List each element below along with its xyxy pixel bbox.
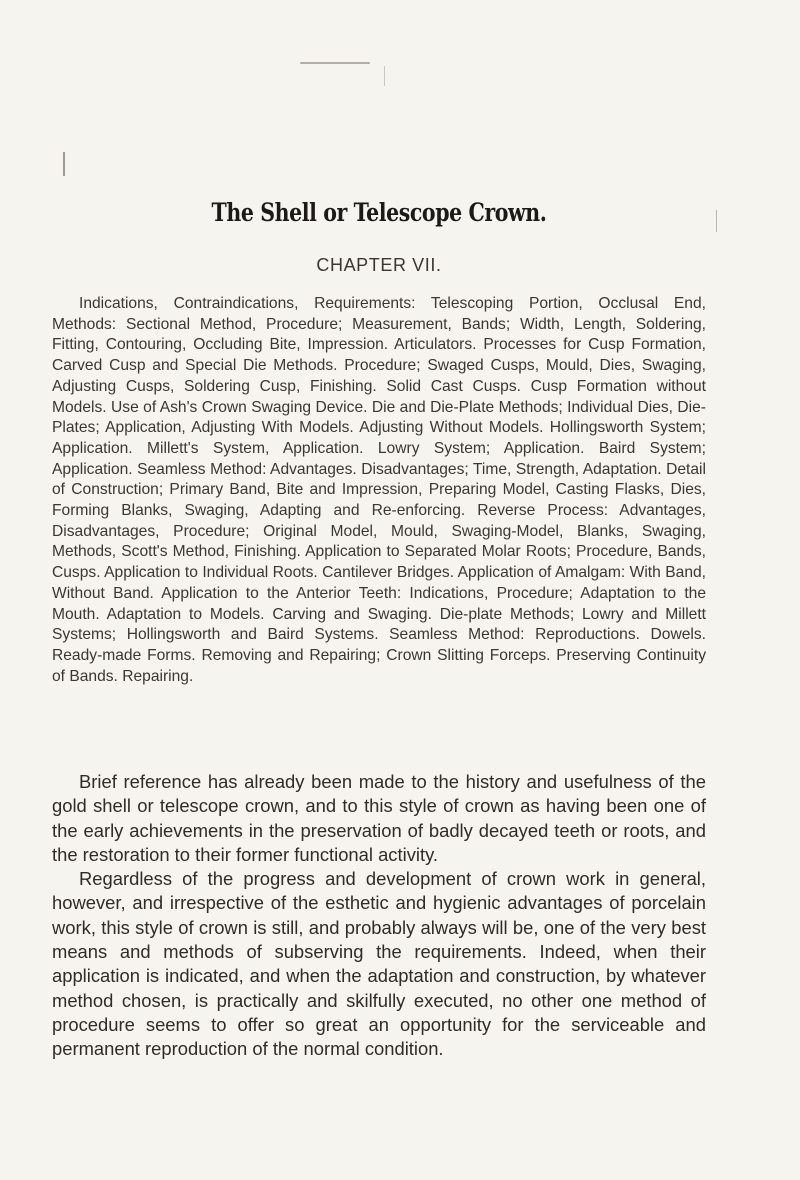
scan-mark-top xyxy=(300,62,370,64)
scan-mark-right xyxy=(716,210,717,232)
scan-mark-left xyxy=(63,152,65,176)
body-text xyxy=(52,770,706,1062)
body-paragraph-1: Brief reference has already been made to the history and usefulness of the gold shell or telescope crown, and to this style of crown as having been one of the early achievements in the preservation of badly decayed teeth or roots, and the restoration to their former functional activity. xyxy=(52,771,706,865)
chapter-synopsis: Indications, Contraindications, Requirements: Telescoping Portion, Occlusal End, Methods: Sectional Method, Procedure; Measurement, Bands; Width, Length, Soldering, Fitting, Contouring, Occluding Bite, Impression. Articulators. Processes for Cusp Formation, Carved Cusp and Special Die Methods. Procedure; Swaged Cusps, Mould, Dies, Swaging, Adjusting Cusps, Soldering Cusp, Finishing. Solid Cast Cusps. Cusp Formation without Models. Use of Ash's Crown Swaging Device. Die and Die-Plate Methods; Individual Dies, Die-Plates; Application, Adjusting With Models. Adjusting Without Models. Hollingsworth System; Application. Millett's System, Application. Lowry System; Application. Baird System; Application. Seamless Method: Advantages. Disadvantages; Time, Strength, Adaptation. Detail of Construction; Primary Band, Bite and Impression, Preparing Model, Casting Flasks, Dies, Forming Blanks, Swaging, Adapting and Re-enforcing. Reverse Process: Advantages, Disadvantages, Procedure; Original Model, Mould, Swaging-Model, Blanks, Swaging, Methods, Scott's Method, Finishing. Application to Separated Molar Roots; Procedure, Bands, Cusps. Application to Individual Roots. Cantilever Bridges. Application of Amalgam: With Band, Without Band. Application to the Anterior Teeth: Indications, Procedure; Adaptation to the Mouth. Adaptation to Models. Carving and Swaging. Die-plate Methods; Lowry and Millett Systems; Hollingsworth and Baird Systems. Seamless Method: Reproductions. Dowels. Ready-made Forms. Removing and Repairing; Crown Slitting Forceps. Preserving Continuity of Bands. Repairing. xyxy=(52,295,706,685)
scan-mark-tick xyxy=(384,66,385,86)
chapter-title: The Shell or Telescope Crown. xyxy=(211,198,547,227)
body-paragraph-2: Regardless of the progress and development of crown work in general, however, and irrespective of the esthetic and hygienic advantages of porcelain work, this style of crown is still, and probably always will be, one of the very best means and methods of subserving the requirements. Indeed, when their application is indicated, and when the adaptation and construction, by whatever method chosen, is practically and skilfully executed, no other one method of procedure seems to offer so great an opportunity for the serviceable and permanent reproduction of the normal condition. xyxy=(52,868,706,1060)
chapter-heading: CHAPTER VII. xyxy=(316,255,442,275)
